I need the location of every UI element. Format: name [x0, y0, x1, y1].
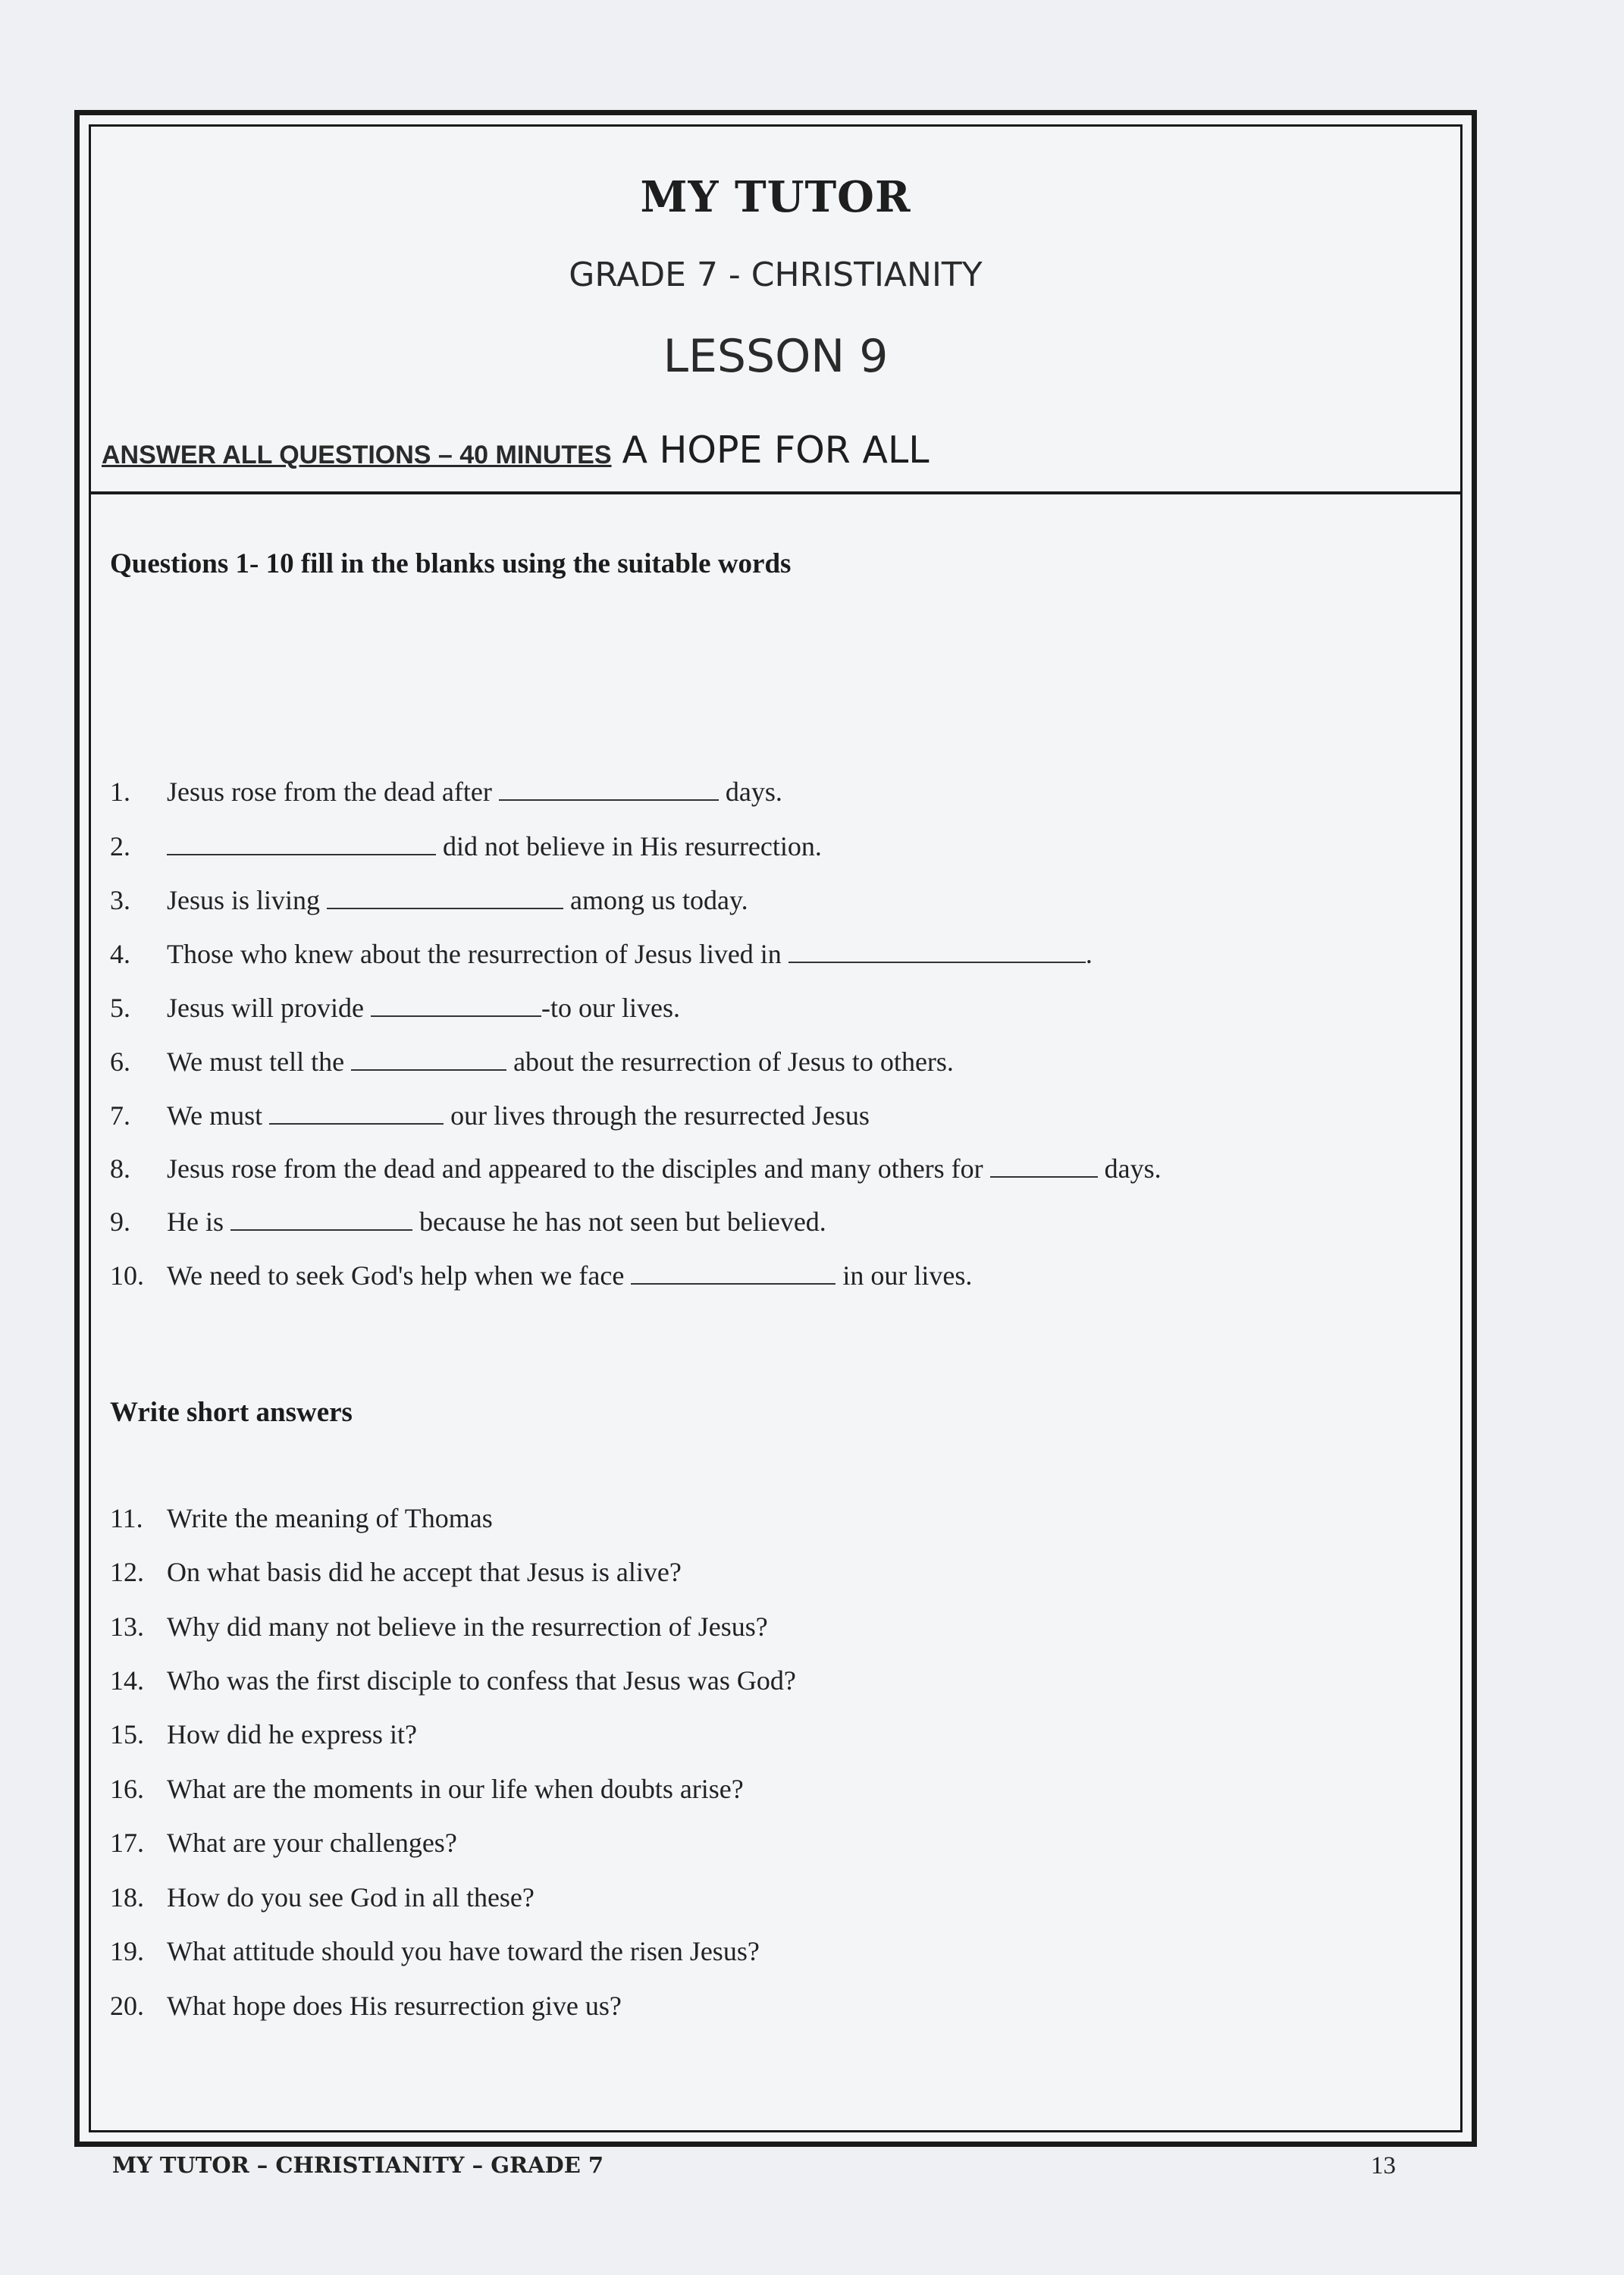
- question-10: 10. We need to seek God's help when we face in our lives.: [110, 1260, 973, 1291]
- question-17: 17. What are your challenges?: [110, 1828, 457, 1858]
- question-5: 5. Jesus will provide -to our lives.: [110, 993, 680, 1023]
- question-15: 15. How did he express it?: [110, 1719, 417, 1749]
- question-14: 14. Who was the first disciple to confess that Jesus was God?: [110, 1665, 796, 1696]
- instructions: ANSWER ALL QUESTIONS – 40 MINUTES: [102, 441, 612, 469]
- section-fill-blanks-title: Questions 1- 10 fill in the blanks using the suitable words: [110, 548, 792, 579]
- brand-title: MY TUTOR: [640, 172, 911, 222]
- answer-blank[interactable]: [990, 1153, 1098, 1178]
- topic-title: A HOPE FOR ALL: [622, 428, 930, 472]
- question-2: 2. did not believe in His resurrection.: [110, 831, 822, 861]
- question-1: 1. Jesus rose from the dead after days.: [110, 777, 782, 807]
- answer-blank[interactable]: [230, 1207, 412, 1231]
- answer-blank[interactable]: [788, 939, 1086, 963]
- answer-blank[interactable]: [167, 831, 436, 855]
- question-13: 13. Why did many not believe in the resurrection of Jesus?: [110, 1611, 768, 1642]
- grade-subtitle: GRADE 7 - CHRISTIANITY: [569, 256, 983, 294]
- lesson-title: LESSON 9: [663, 330, 889, 383]
- question-11: 11. Write the meaning of Thomas: [110, 1503, 493, 1533]
- page-number: 13: [1371, 2152, 1396, 2179]
- title-block: [91, 127, 1460, 494]
- answer-blank[interactable]: [327, 885, 563, 909]
- question-3: 3. Jesus is living among us today.: [110, 885, 748, 915]
- footer-title: MY TUTOR – CHRISTIANITY – GRADE 7: [112, 2152, 604, 2178]
- question-8: 8. Jesus rose from the dead and appeared to the disciples and many others for days.: [110, 1153, 1162, 1184]
- answer-blank[interactable]: [269, 1100, 444, 1125]
- question-18: 18. How do you see God in all these?: [110, 1882, 535, 1913]
- question-4: 4. Those who knew about the resurrection of Jesus lived in .: [110, 939, 1093, 969]
- answer-blank[interactable]: [499, 777, 719, 801]
- section-short-answers-title: Write short answers: [110, 1397, 353, 1428]
- question-7: 7. We must our lives through the resurrected Jesus: [110, 1100, 870, 1131]
- answer-blank[interactable]: [631, 1260, 836, 1285]
- answer-blank[interactable]: [371, 993, 541, 1017]
- question-19: 19. What attitude should you have toward the risen Jesus?: [110, 1936, 760, 1966]
- question-20: 20. What hope does His resurrection give us?: [110, 1991, 622, 2021]
- question-12: 12. On what basis did he accept that Jesus is alive?: [110, 1557, 682, 1587]
- question-9: 9. He is because he has not seen but believed.: [110, 1207, 826, 1237]
- answer-blank[interactable]: [351, 1046, 506, 1071]
- question-6: 6. We must tell the about the resurrection of Jesus to others.: [110, 1046, 954, 1077]
- question-16: 16. What are the moments in our life when doubts arise?: [110, 1774, 744, 1804]
